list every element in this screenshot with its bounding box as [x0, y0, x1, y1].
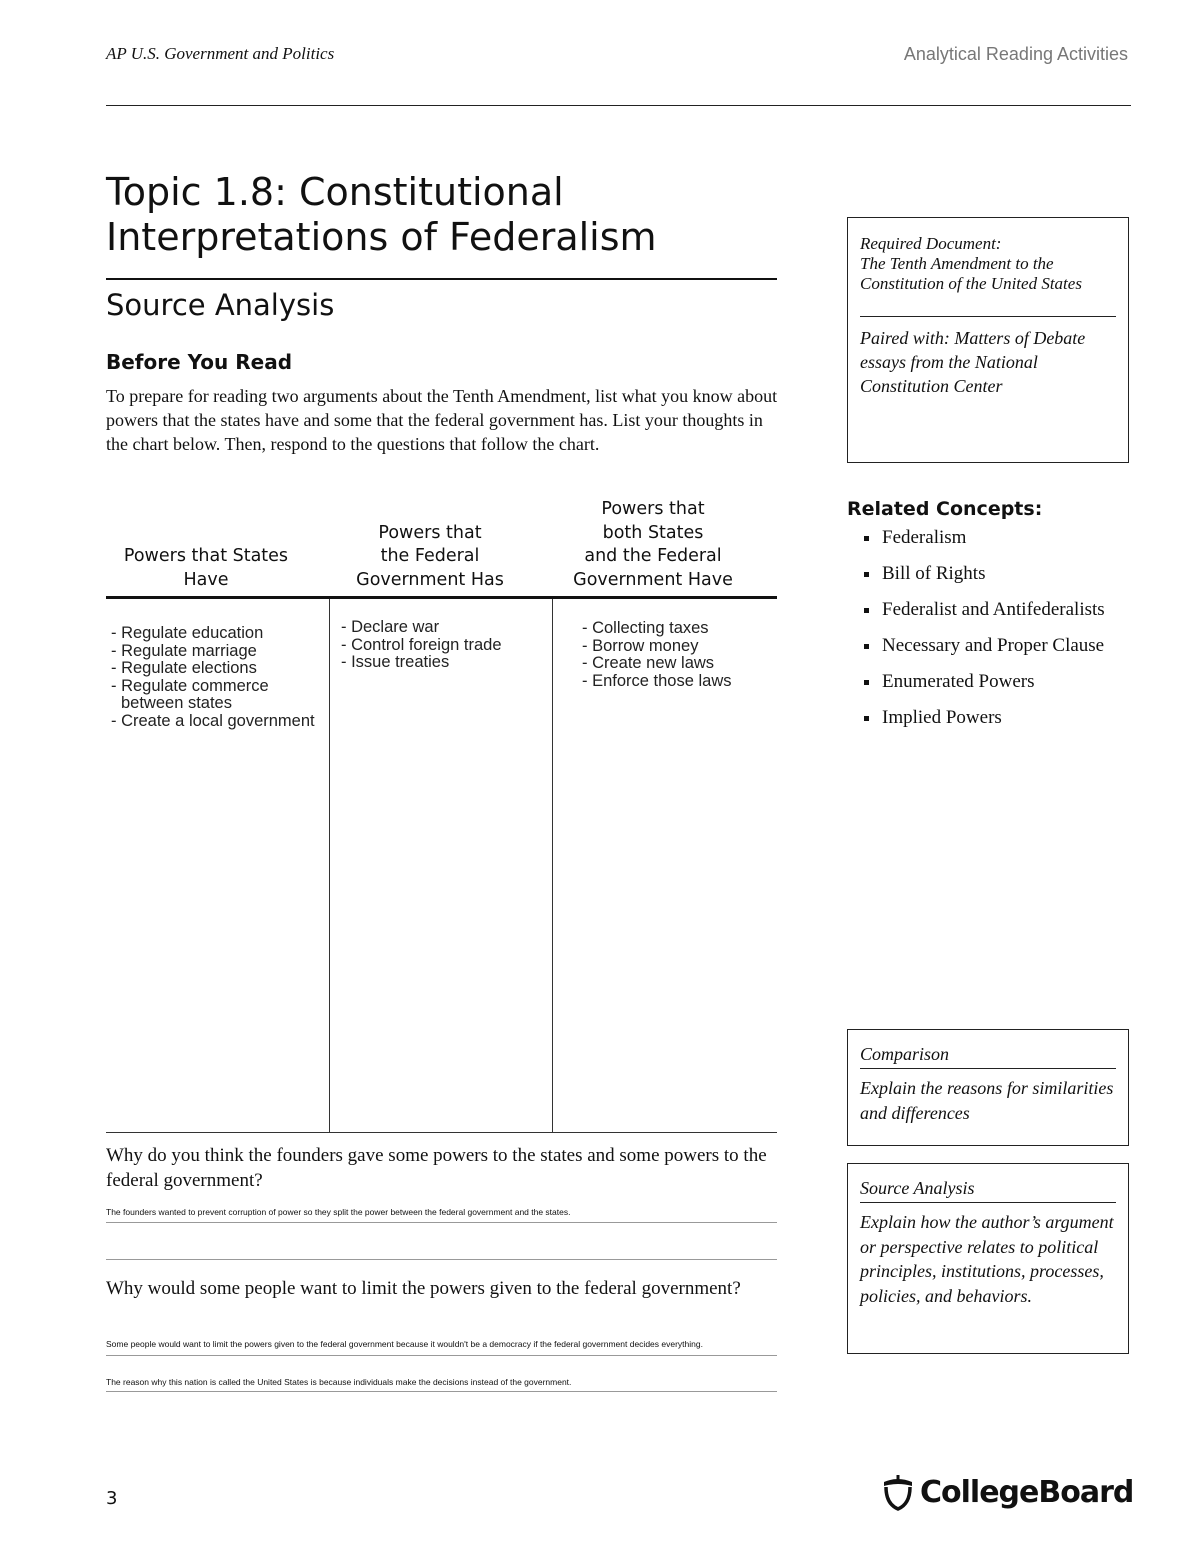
column-header-both [553, 498, 753, 592]
required-document-label: Required Document: [860, 234, 1002, 253]
question-limit-federal: Why would some people want to limit the powers given to the federal government? [106, 1278, 741, 1299]
chart-bottom-rule [106, 1132, 777, 1133]
list-item: - Regulate marriage [111, 641, 257, 660]
shared-powers-entry[interactable] [582, 620, 731, 690]
section-heading: Source Analysis [106, 288, 335, 322]
collegeboard-logo [880, 1470, 1133, 1514]
header-line: Government Have [573, 569, 733, 590]
answer-rule [106, 1391, 777, 1392]
comparison-heading: Comparison [860, 1044, 950, 1064]
list-item: - Enforce those laws [582, 671, 732, 690]
answer-rule [106, 1355, 777, 1356]
list-item: - Declare war [341, 618, 440, 636]
list-item: - Control foreign trade [341, 635, 502, 654]
box-divider [860, 1202, 1116, 1203]
question-founders: Why do you think the founders gave some powers to the states and some powers to the federal government? [106, 1145, 767, 1191]
header-line: both States [602, 522, 704, 543]
answer-rule [106, 1259, 777, 1260]
comparison-box [847, 1029, 1129, 1146]
list-item: Federalist and Antifederalists [860, 598, 1120, 622]
list-item: Necessary and Proper Clause [860, 634, 1120, 658]
before-you-read-heading: Before You Read [106, 350, 293, 374]
header-line: Powers that [378, 522, 482, 543]
list-item: Enumerated Powers [860, 670, 1120, 694]
header-line: Government Has [356, 569, 504, 590]
before-you-read-instructions: To prepare for reading two arguments about the Tenth Amendment, list what you know about powers that the states have and some that the federal government has. List your thoughts in the chart below. Then, respond to the questions that follow the chart. [106, 386, 778, 454]
list-item: - Regulate education [111, 624, 264, 642]
comparison-body: Explain the reasons for similarities and differences [860, 1078, 1114, 1123]
list-item: Federalism [860, 526, 1120, 550]
source-analysis-heading: Source Analysis [860, 1178, 975, 1198]
header-divider [106, 105, 1131, 106]
list-item: - Regulate commerce [111, 676, 269, 695]
answer-line-text[interactable]: The reason why this nation is called the United States is because individuals make the decisions instead of the government. [106, 1377, 572, 1387]
acorn-icon [880, 1472, 916, 1512]
list-item: Bill of Rights [860, 562, 1120, 586]
box-divider [860, 316, 1116, 317]
header-line: Powers that States [123, 546, 289, 566]
required-document-title: The Tenth Amendment to the Constitution of the United States [860, 254, 1082, 293]
header-line: Powers that [601, 499, 705, 519]
answer-line-text[interactable]: The founders wanted to prevent corruption of power so they split the power between the federal government and the states. [106, 1207, 571, 1217]
logo-wordmark: CollegeBoard [920, 1474, 1134, 1510]
page-number: 3 [106, 1488, 118, 1509]
federal-powers-entry[interactable] [341, 619, 502, 672]
page-title: Topic 1.8: Constitutional Interpretations of Federalism [106, 170, 657, 259]
title-divider [106, 278, 777, 280]
required-document-box [847, 217, 1129, 463]
source-analysis-body: Explain how the author’s argument or perspective relates to political principles, institutions, processes, policies, and behaviors. [860, 1212, 1114, 1306]
answer-rule [106, 1222, 777, 1223]
related-concepts-heading: Related Concepts: [847, 498, 1043, 520]
related-concepts-list [860, 526, 1120, 742]
column-header-federal [330, 522, 530, 593]
list-item: - Issue treaties [341, 653, 450, 672]
column-divider [552, 599, 553, 1133]
required-document-info [860, 234, 1116, 294]
list-item: - Create new laws [582, 654, 715, 673]
header-line: the Federal [380, 546, 480, 566]
running-header-course: AP U.S. Government and Politics [106, 44, 335, 63]
paired-with-text: Paired with: Matters of Debate essays from the National Constitution Center [860, 328, 1086, 396]
list-item: - Borrow money [582, 636, 699, 655]
box-divider [860, 1068, 1116, 1069]
header-line: and the Federal [584, 546, 722, 566]
chart-top-rule [106, 596, 777, 599]
answer-line-text[interactable]: Some people would want to limit the powers given to the federal government because it wouldn't be a democracy if the federal government decides everything. [106, 1339, 703, 1349]
source-analysis-box [847, 1163, 1129, 1354]
running-header-series: Analytical Reading Activities [903, 44, 1128, 64]
column-header-states [106, 545, 306, 592]
list-item: Implied Powers [860, 706, 1120, 730]
column-divider [329, 599, 330, 1133]
header-line: Have [183, 569, 229, 590]
list-item: between states [121, 694, 232, 713]
states-powers-entry[interactable] [111, 625, 315, 731]
list-item: - Regulate elections [111, 659, 257, 678]
list-item: - Create a local government [111, 711, 315, 730]
list-item: - Collecting taxes [582, 619, 709, 637]
